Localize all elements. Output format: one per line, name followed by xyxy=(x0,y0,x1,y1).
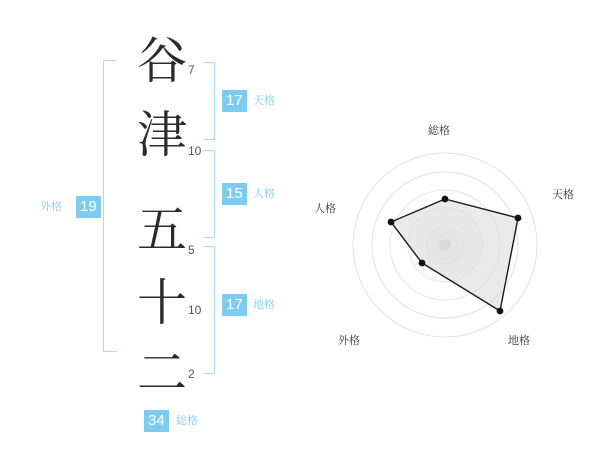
radar-chart xyxy=(300,0,600,470)
stroke-count-5: 2 xyxy=(188,367,195,381)
radar-chart-svg xyxy=(300,0,600,470)
score-label-jinkaku: 人格 xyxy=(253,188,275,200)
kanji-char-2: 津 xyxy=(137,106,187,164)
jinkaku-bracket xyxy=(203,150,215,238)
kanji-char-1: 谷 xyxy=(137,32,187,90)
score-badge-tenkaku: 17 xyxy=(222,90,247,112)
score-badge-chikaku: 17 xyxy=(222,294,247,316)
score-badge-jinkaku: 15 xyxy=(222,183,247,205)
radar-axis-label-soukaku: 総格 xyxy=(428,125,450,137)
tenkaku-bracket xyxy=(203,62,215,140)
kanji-char-5: 二 xyxy=(137,344,187,402)
stroke-count-2: 10 xyxy=(188,144,202,158)
outer-bracket xyxy=(103,60,117,352)
stroke-count-1: 7 xyxy=(188,63,195,77)
chikaku-bracket xyxy=(203,246,215,374)
score-badge-total: 34 xyxy=(144,410,169,432)
score-label-outer: 外格 xyxy=(40,201,62,213)
radar-point-gaikaku xyxy=(419,260,426,267)
stroke-count-4: 10 xyxy=(188,303,202,317)
radar-point-jinkaku xyxy=(388,219,395,226)
score-label-total: 総格 xyxy=(176,415,198,427)
radar-point-chikaku xyxy=(497,308,504,315)
score-badge-outer: 19 xyxy=(76,196,101,218)
radar-axis-label-chikaku: 地格 xyxy=(508,335,530,347)
radar-axis-label-jinkaku: 人格 xyxy=(314,203,336,215)
kanji-char-3: 五 xyxy=(137,201,187,259)
score-label-tenkaku: 天格 xyxy=(253,95,275,107)
score-label-chikaku: 地格 xyxy=(253,299,275,311)
radar-axis-label-gaikaku: 外格 xyxy=(338,335,360,347)
kanji-char-4: 十 xyxy=(137,274,187,332)
stroke-count-3: 5 xyxy=(188,243,195,257)
radar-point-soukaku xyxy=(442,196,449,203)
radar-axis-label-tenkaku: 天格 xyxy=(552,189,574,201)
radar-point-tenkaku xyxy=(515,215,522,222)
